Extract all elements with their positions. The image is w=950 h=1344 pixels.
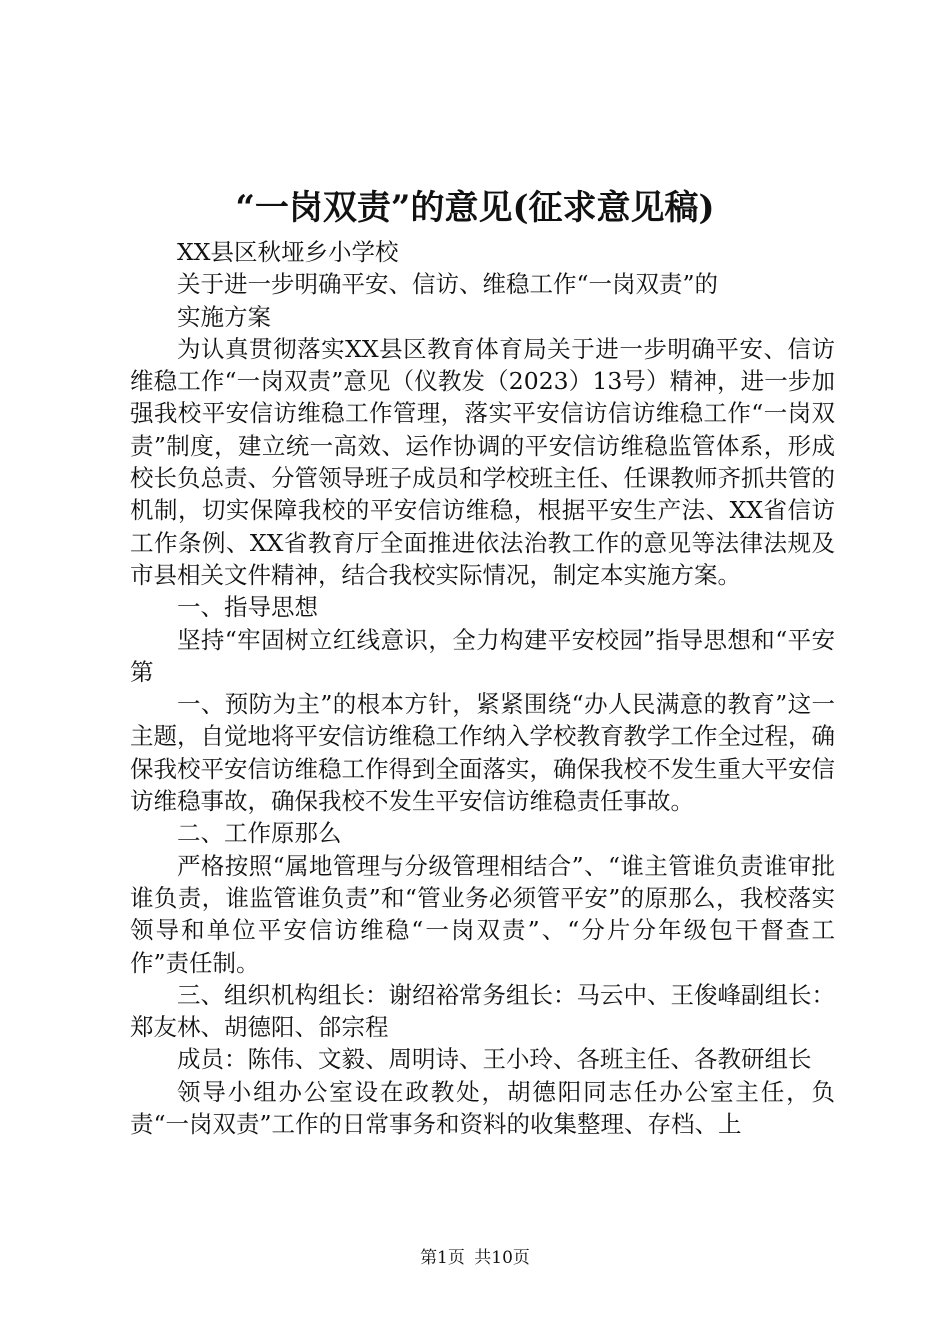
paragraph-guiding-ideology: 坚持“牢固树立红线意识，全力构建平安校园”指导思想和“平安第	[130, 625, 835, 686]
paragraph-subject: 关于进一步明确平安、信访、维稳工作“一岗双责”的	[177, 270, 719, 299]
page-total: 共10页	[474, 1248, 530, 1268]
paragraph-plan: 实施方案	[177, 302, 271, 331]
paragraph-intro: 为认真贯彻落实XX县区教育体育局关于进一步明确平安、信访维稳工作“一岗双责”意见（仪教发（2023）13号）精神，进一步加强我校平安信访维稳工作管理，落实平安信访信访维稳工作“一岗双责”制度，建立统一高效、运作协调的平安信访维稳监管体系，形成校长负总责、分管领导班子成员和学校班主任、任课教师齐抓共管的机制，切实保障我校的平安信访维稳，根据平安生产法、XX省信访工作条例、XX省教育厅全面推进依法治教工作的意见等法律法规及市县相关文件精神，结合我校实际情况，制定本实施方案。	[130, 334, 835, 589]
page-footer	[0, 1243, 950, 1268]
paragraph-school: XX县区秋垭乡小学校	[177, 238, 399, 266]
page-number: 第1页	[420, 1248, 465, 1268]
document-body	[130, 236, 835, 1140]
section-heading-work-principles: 二、工作原那么	[177, 819, 342, 848]
paragraph-prevention: 一、预防为主”的根本方针，紧紧围绕“办人民满意的教育”这一主题，自觉地将平安信访维稳工作纳入学校教育教学工作全过程，确保我校平安信访维稳工作得到全面落实，确保我校不发生重大平安信访维稳事故，确保我校不发生平安信访维稳责任事故。	[130, 690, 835, 816]
section-heading-guiding-ideology: 一、指导思想	[177, 593, 318, 622]
paragraph-work-principles: 严格按照“属地管理与分级管理相结合”、“谁主管谁负责谁审批谁负责，谁监管谁负责”和“管业务必须管平安”的原那么，我校落实领导和单位平安信访维稳“一岗双责”、“分片分年级包干督查工作”责任制。	[130, 851, 835, 977]
paragraph-organization: 三、组织机构组长：谢绍裕常务组长：马云中、王俊峰副组长：郑友林、胡德阳、郃宗程	[130, 980, 835, 1042]
paragraph-office: 领导小组办公室设在政教处，胡德阳同志任办公室主任，负责“一岗双责”工作的日常事务和资料的收集整理、存档、上	[130, 1077, 835, 1139]
document-title: “一岗双责”的意见(征求意见稿)	[235, 188, 715, 228]
paragraph-members: 成员：陈伟、文毅、周明诗、王小玲、各班主任、各教研组长	[177, 1045, 812, 1074]
